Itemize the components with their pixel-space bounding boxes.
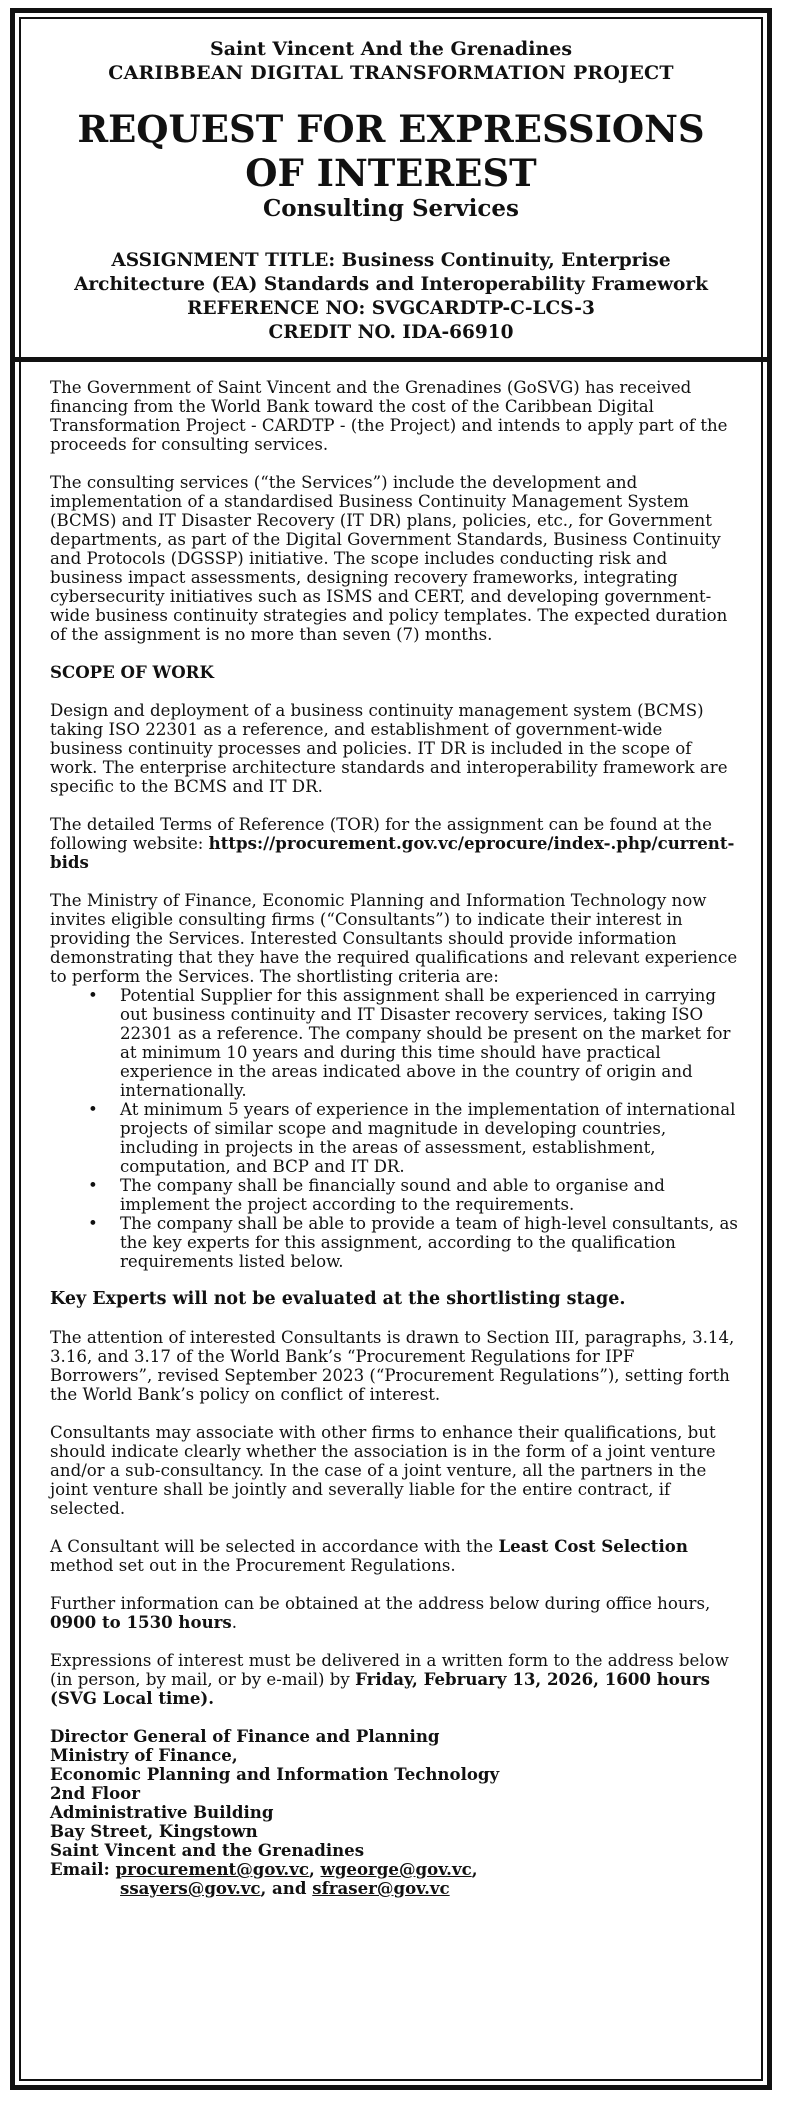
notice-inner-border [19, 17, 763, 2081]
criteria-item [50, 1100, 739, 1176]
address-line: Bay Street, Kingstown [50, 1821, 258, 1841]
assignment-title-line1: ASSIGNMENT TITLE: Business Continuity, Enterprise [111, 250, 671, 271]
key-experts-note: Key Experts will not be evaluated at the shortlisting stage. [50, 1289, 626, 1309]
selection-method: Least Cost Selection [498, 1536, 688, 1556]
email-link-wgeorge[interactable]: wgeorge@gov.vc [320, 1859, 472, 1879]
criteria-item [50, 1176, 739, 1214]
paragraph-financing: The Government of Saint Vincent and the Grenadines (GoSVG) has received financing from the World Bank toward the cost of the Caribbean Digital Transformation Project - CARDTP - (the Project) and intends to apply part of the proceeds for consulting services. [50, 378, 728, 454]
email-separator: , [471, 1859, 478, 1879]
email-link-sfraser[interactable]: sfraser@gov.vc [312, 1878, 450, 1898]
email-line [50, 1860, 739, 1879]
credit-number: CREDIT NO. IDA-66910 [268, 322, 514, 343]
email-separator: , [308, 1859, 321, 1879]
office-hours: 0900 to 1530 hours [50, 1612, 232, 1632]
hours-text-post: . [231, 1613, 237, 1632]
paragraph-conflict: The attention of interested Consultants is drawn to Section III, paragraphs, 3.14, 3.16, and 3.17 of the World Bank’s “Procurement Regulations for IPF Borrowers”, revised September 2023 (“Procurement Regulations”), setting forth the World Bank’s policy on conflict of interest. [50, 1328, 735, 1404]
address-line: Economic Planning and Information Technology [50, 1764, 500, 1784]
address-line: Director General of Finance and Planning [50, 1726, 440, 1746]
notice-subtitle: Consulting Services [263, 195, 519, 222]
criteria-item [50, 986, 739, 1100]
email-link-procurement[interactable]: procurement@gov.vc [115, 1859, 309, 1879]
paragraph-services: The consulting services (“the Services”) include the development and implementation of a standardised Business Continuity Management System (BCMS) and IT Disaster Recovery (IT DR) plans, policies, etc., for Government departments, as part of the Digital Government Standards, Business Continuity and Protocols (DGSSP) initiative. The scope includes conducting risk and business impact assessments, designing recovery frameworks, integrating cybersecurity initiatives such as ISMS and CERT, and developing government-wide business continuity strategies and policy templates. The expected duration of the assignment is no more than seven (7) months. [50, 473, 728, 644]
deadline-date: Friday, February 13, 2026, 1600 hours (SVG Local time). [50, 1669, 710, 1708]
selection-text-post: method set out in the Procurement Regulations. [50, 1556, 456, 1575]
criteria-item [50, 1214, 739, 1271]
address-line: Saint Vincent and the Grenadines [50, 1840, 365, 1860]
email-label: Email: [50, 1859, 116, 1879]
notice-title-line2: OF INTEREST [245, 151, 537, 195]
reference-number: REFERENCE NO: SVGCARDTP-C-LCS-3 [187, 298, 595, 319]
bullet-icon: • [88, 1176, 98, 1195]
paragraph-scope: Design and deployment of a business continuity management system (BCMS) taking ISO 22301 as a reference, and establishment of government-wide business continuity processes and policies. IT DR is included in the scope of work. The enterprise architecture standards and interoperability framework are specific to the BCMS and IT DR. [50, 701, 728, 796]
deadline-text-pre: Expressions of interest must be delivered in a written form to the address below (in person, by mail, or by e-mail) by [50, 1651, 729, 1689]
assignment-block [21, 249, 761, 345]
bullet-icon: • [88, 986, 98, 1005]
paragraph-deadline [50, 1651, 739, 1708]
selection-text-pre: A Consultant will be selected in accordance with the [50, 1537, 499, 1556]
hours-text-pre: Further information can be obtained at the address below during office hours, [50, 1594, 711, 1613]
notice-title-line1: REQUEST FOR EXPRESSIONS [77, 107, 705, 151]
bullet-icon: • [88, 1100, 98, 1119]
country-name: Saint Vincent And the Grenadines [209, 38, 573, 60]
paragraph-tor [50, 815, 739, 872]
criteria-text: The company shall be financially sound and able to organise and implement the project according to the requirements. [120, 1176, 665, 1214]
address-line: Ministry of Finance, [50, 1745, 238, 1765]
project-name: CARIBBEAN DIGITAL TRANSFORMATION PROJECT [108, 62, 674, 84]
criteria-list [50, 986, 739, 1271]
email-separator: , and [260, 1878, 313, 1898]
paragraph-selection [50, 1537, 739, 1575]
email-link-ssayers[interactable]: ssayers@gov.vc [120, 1878, 261, 1898]
notice-title [21, 107, 761, 195]
bullet-icon: • [88, 1214, 98, 1233]
notice-body [21, 362, 761, 1898]
notice-outer-border [10, 8, 772, 2090]
scope-heading: SCOPE OF WORK [50, 662, 214, 682]
tor-link[interactable]: https://procurement.gov.vc/eprocure/index-.php/current-bids [50, 833, 735, 872]
criteria-text: The company shall be able to provide a team of high-level consultants, as the key experts for this assignment, according to the qualification requirements listed below. [120, 1214, 738, 1271]
notice-header [21, 19, 761, 345]
criteria-text: Potential Supplier for this assignment shall be experienced in carrying out business continuity and IT Disaster recovery services, taking ISO 22301 as a reference. The company should be present on the market for at minimum 10 years and during this time should have practical experience in the areas indicated above in the country of origin and internationally. [120, 986, 731, 1100]
address-line: Administrative Building [50, 1802, 274, 1822]
criteria-text: At minimum 5 years of experience in the implementation of international projects of similar scope and magnitude in developing countries, including in projects in the areas of assessment, establishment, computation, and BCP and IT DR. [120, 1100, 736, 1176]
tor-text: The detailed Terms of Reference (TOR) for the assignment can be found at the following website: [50, 815, 712, 853]
contact-address [50, 1727, 739, 1898]
paragraph-invitation: The Ministry of Finance, Economic Planning and Information Technology now invites eligible consulting firms (“Consultants”) to indicate their interest in providing the Services. Interested Consultants should provide information demonstrating that they have the required qualifications and relevant experience to perform the Services. The shortlisting criteria are: [50, 891, 738, 986]
email-line-2 [50, 1879, 739, 1898]
assignment-title-line2: Architecture (EA) Standards and Interoperability Framework [74, 274, 708, 295]
paragraph-association: Consultants may associate with other firms to enhance their qualifications, but should indicate clearly whether the association is in the form of a joint venture and/or a sub-consultancy. In the case of a joint venture, all the partners in the joint venture shall be jointly and severally liable for the entire contract, if selected. [50, 1423, 716, 1518]
paragraph-hours [50, 1594, 739, 1632]
address-line: 2nd Floor [50, 1783, 140, 1803]
